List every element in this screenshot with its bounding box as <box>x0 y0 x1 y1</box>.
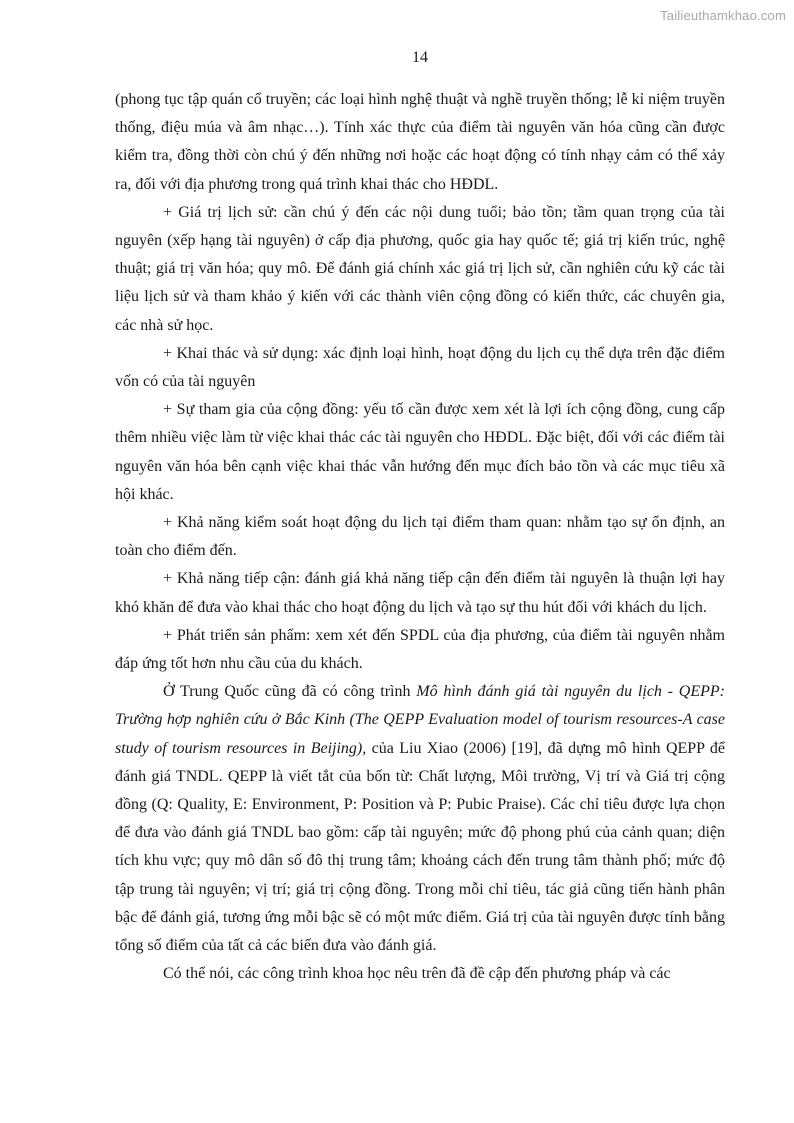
page-number: 14 <box>412 49 428 66</box>
qepp-work-title: Mô hình đánh giá tài nguyên du lịch - QEPP: Trường hợp nghiên cứu ở Bắc Kinh (The QEPP Evaluation model of tourism resources-A case study of tourism resources in Beijing), <box>115 683 725 757</box>
qepp-lead-text: Ở Trung Quốc cũng đã có công trình <box>163 683 417 701</box>
paragraph-cultural-authenticity: (phong tục tập quán cổ truyền; các loại hình nghệ thuật và nghề truyền thống; lễ kỉ niệm truyền thống, điệu múa và âm nhạc…). Tính xác thực của điểm tài nguyên văn hóa cũng cần được kiểm tra, đồng thời còn chú ý đến những nơi hoặc các hoạt động có tính nhạy cảm có thể xảy ra, đối với địa phương trong quá trình khai thác cho HĐDL. <box>115 91 725 193</box>
paragraph-exploitation-use: + Khai thác và sử dụng: xác định loại hình, hoạt động du lịch cụ thể dựa trên đặc điểm vốn có của tài nguyên <box>115 344 725 391</box>
qepp-description: của Liu Xiao (2006) [19], đã dựng mô hình QEPP để đánh giá TNDL. QEPP là viết tắt của bốn từ: Chất lượng, Môi trường, Vị trí và Giá trị cộng đồng (Q: Quality, E: Environment, P: Position và P: Pubic Praise). Các chỉ tiêu được lựa chọn để đưa vào đánh giá TNDL bao gồm: cấp tài nguyên; mức độ phong phú của cảnh quan; diện tích khu vực; quy mô dân số đô thị trung tâm; khoảng cách đến trung tâm thành phố; mức độ tập trung tài nguyên; vị trí; giá trị cộng đồng. Trong mỗi chỉ tiêu, tác giả cũng tiến hành phân bậc để đánh giá, tương ứng mỗi bậc sẽ có một mức điểm. Giá trị của tài nguyên được tính bằng tổng số điểm của tất cả các biến đưa vào đánh giá. <box>115 739 725 955</box>
paragraph-qepp-model <box>115 678 725 960</box>
paragraph-product-development: + Phát triển sản phẩm: xem xét đến SPDL của địa phương, của điểm tài nguyên nhằm đáp ứng tốt hơn nhu cầu của du khách. <box>115 626 725 673</box>
document-body <box>115 86 725 989</box>
watermark: Tailieuthamkhao.com <box>660 8 786 23</box>
paragraph-conclusion: Có thể nói, các công trình khoa học nêu trên đã đề cập đến phương pháp và các <box>163 965 671 983</box>
paragraph-community-participation: + Sự tham gia của cộng đồng: yếu tố cần được xem xét là lợi ích cộng đồng, cung cấp thêm nhiều việc làm từ việc khai thác các tài nguyên cho HĐDL. Đặc biệt, đối với các điểm tài nguyên văn hóa bên cạnh việc khai thác vẫn hướng đến mục đích bảo tồn và các mục tiêu xã hội khác. <box>115 401 725 503</box>
paragraph-historical-value: + Giá trị lịch sử: cần chú ý đến các nội dung tuổi; bảo tồn; tầm quan trọng của tài nguyên (xếp hạng tài nguyên) ở cấp địa phương, quốc gia hay quốc tế; giá trị kiến trúc, nghệ thuật; giá trị văn hóa; quy mô. Để đánh giá chính xác giá trị lịch sử, cần nghiên cứu kỹ các tài liệu lịch sử và tham khảo ý kiến với các thành viên cộng đồng có kiến thức, các chuyên gia, các nhà sử học. <box>115 203 725 334</box>
paragraph-activity-control: + Khả năng kiểm soát hoạt động du lịch tại điểm tham quan: nhằm tạo sự ổn định, an toàn cho điểm đến. <box>115 514 725 560</box>
paragraph-accessibility: + Khả năng tiếp cận: đánh giá khả năng tiếp cận đến điểm tài nguyên là thuận lợi hay khó khăn để đưa vào khai thác cho hoạt động du lịch và tạo sự thu hút đối với khách du lịch. <box>115 570 725 616</box>
